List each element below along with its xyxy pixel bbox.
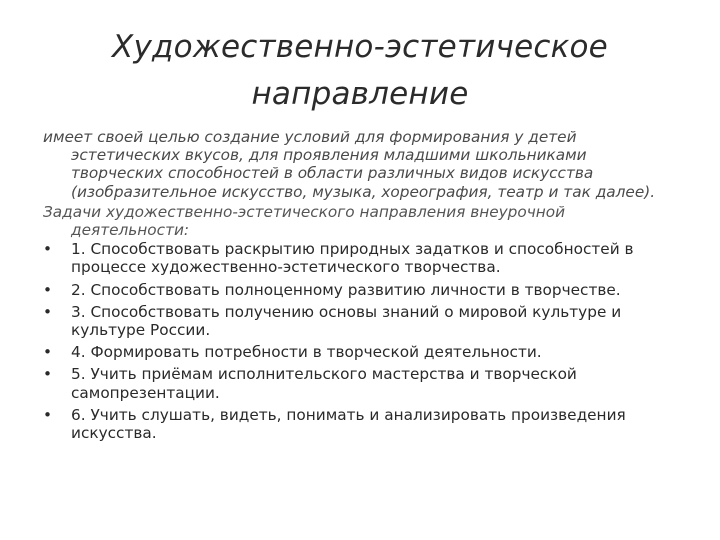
task-item-5-line-2: самопрезентации.: [71, 383, 220, 402]
task-item-1: [43, 240, 683, 276]
task-item-1-line-1: 1. Способствовать раскрытию природных задатков и способностей в: [71, 240, 634, 259]
task-item-3-line-2: культуре России.: [71, 321, 211, 340]
tasks-heading-line-1: Задачи художественно-эстетического направления внеурочной: [43, 202, 566, 221]
slide-title-line-2: направление: [251, 76, 469, 112]
task-item-5: [43, 365, 683, 401]
intro-line-3: творческих способностей в области различных видов искусства: [71, 164, 594, 183]
tasks-heading: [43, 203, 683, 239]
task-item-6: [43, 406, 683, 442]
task-item-6-line-2: искусства.: [71, 424, 157, 443]
task-item-5-line-1: 5. Учить приёмам исполнительского мастерства и творческой: [71, 365, 577, 384]
slide-title-line-1: Художественно-эстетическое: [112, 29, 608, 65]
intro-paragraph: [43, 128, 683, 201]
bullet-icon: •: [43, 343, 53, 362]
bullet-icon: •: [43, 365, 53, 384]
slide-body: [43, 128, 683, 446]
task-item-2-line-1: 2. Способствовать полноценному развитию личности в творчестве.: [71, 280, 621, 299]
intro-line-1: имеет своей целью создание условий для формирования у детей: [43, 128, 577, 146]
task-item-3: [43, 303, 683, 339]
task-item-3-line-1: 3. Способствовать получению основы знаний о мировой культуре и: [71, 302, 622, 321]
bullet-icon: •: [43, 405, 53, 424]
bullet-icon: •: [43, 302, 53, 321]
intro-line-2: эстетических вкусов, для проявления младшими школьниками: [71, 146, 587, 165]
task-item-1-line-2: процессе художественно-эстетического творчества.: [71, 258, 501, 277]
task-item-4: [43, 343, 683, 361]
bullet-icon: •: [43, 240, 53, 259]
task-item-2: [43, 281, 683, 299]
tasks-list: [43, 240, 683, 442]
task-item-6-line-1: 6. Учить слушать, видеть, понимать и анализировать произведения: [71, 405, 626, 424]
bullet-icon: •: [43, 280, 53, 299]
slide-title: [60, 24, 660, 118]
intro-line-4: (изобразительное искусство, музыка, хореография, театр и так далее).: [71, 182, 656, 201]
task-item-4-line-1: 4. Формировать потребности в творческой деятельности.: [71, 343, 542, 362]
tasks-heading-line-2: деятельности:: [71, 221, 190, 240]
